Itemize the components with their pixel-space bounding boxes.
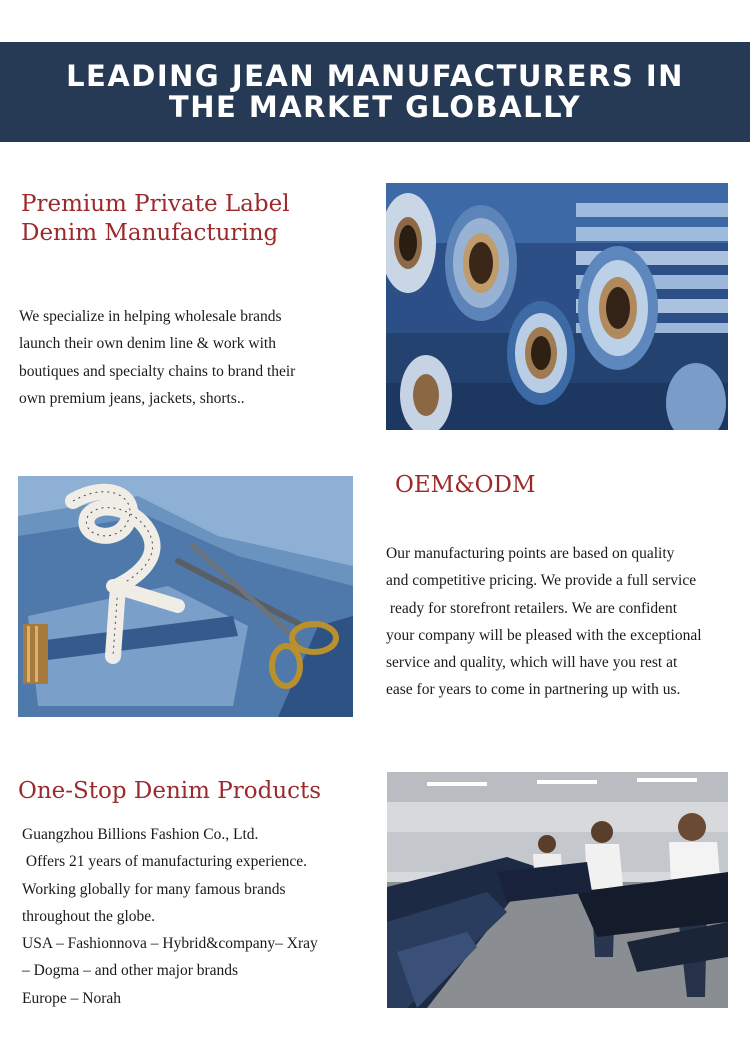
page-title-line-2: THE MARKET GLOBALLY bbox=[168, 90, 582, 124]
section-onestop-text-line: Guangzhou Billions Fashion Co., Ltd. bbox=[22, 826, 259, 843]
section-onestop-heading: One-Stop Denim Products bbox=[18, 778, 322, 804]
section-premium-heading bbox=[21, 190, 290, 248]
section-oem-text-line: and competitive pricing. We provide a full service bbox=[386, 572, 697, 590]
section-onestop-text-line: Europe – Norah bbox=[22, 989, 121, 1007]
section-onestop-text-line: throughout the globe. bbox=[22, 907, 156, 925]
section-oem-text-line: service and quality, which will have you rest at bbox=[386, 654, 678, 672]
section-oem-text bbox=[386, 540, 702, 704]
section-oem-text-line: your company will be pleased with the exceptional bbox=[386, 626, 702, 644]
section-premium-text-line: boutiques and specialty chains to brand their bbox=[19, 362, 296, 380]
section-oem-text-line: ease for years to come in partnering up with us. bbox=[386, 681, 681, 699]
section-onestop-text-line: Working globally for many famous brands bbox=[22, 880, 286, 898]
section-premium-heading-line-2: Denim Manufacturing bbox=[21, 220, 279, 246]
page-title bbox=[30, 61, 720, 123]
section-premium-text-line: own premium jeans, jackets, shorts.. bbox=[19, 389, 245, 407]
page-title-line-1: LEADING JEAN MANUFACTURERS IN bbox=[66, 59, 684, 93]
section-premium-text bbox=[19, 303, 295, 412]
jeans-tape-scissors-image bbox=[18, 476, 353, 717]
factory-workers-image bbox=[387, 772, 728, 1008]
section-oem-text-line: ready for storefront retailers. We are confident bbox=[386, 599, 678, 617]
header-banner bbox=[0, 42, 750, 142]
section-premium-text-line: We specialize in helping wholesale brands bbox=[19, 308, 282, 325]
section-onestop-text-line: Offers 21 years of manufacturing experience. bbox=[22, 853, 308, 871]
section-onestop-text-line: USA – Fashionnova – Hybrid&company– Xray bbox=[22, 935, 318, 953]
section-oem-heading: OEM&ODM bbox=[395, 472, 536, 498]
section-onestop-text bbox=[22, 821, 318, 1012]
section-oem-text-line: Our manufacturing points are based on quality bbox=[386, 545, 675, 562]
section-premium-text-line: launch their own denim line & work with bbox=[19, 335, 276, 353]
section-onestop-text-line: – Dogma – and other major brands bbox=[22, 962, 239, 980]
section-premium-heading-line-1: Premium Private Label bbox=[21, 191, 290, 217]
denim-rolls-image bbox=[386, 183, 728, 430]
